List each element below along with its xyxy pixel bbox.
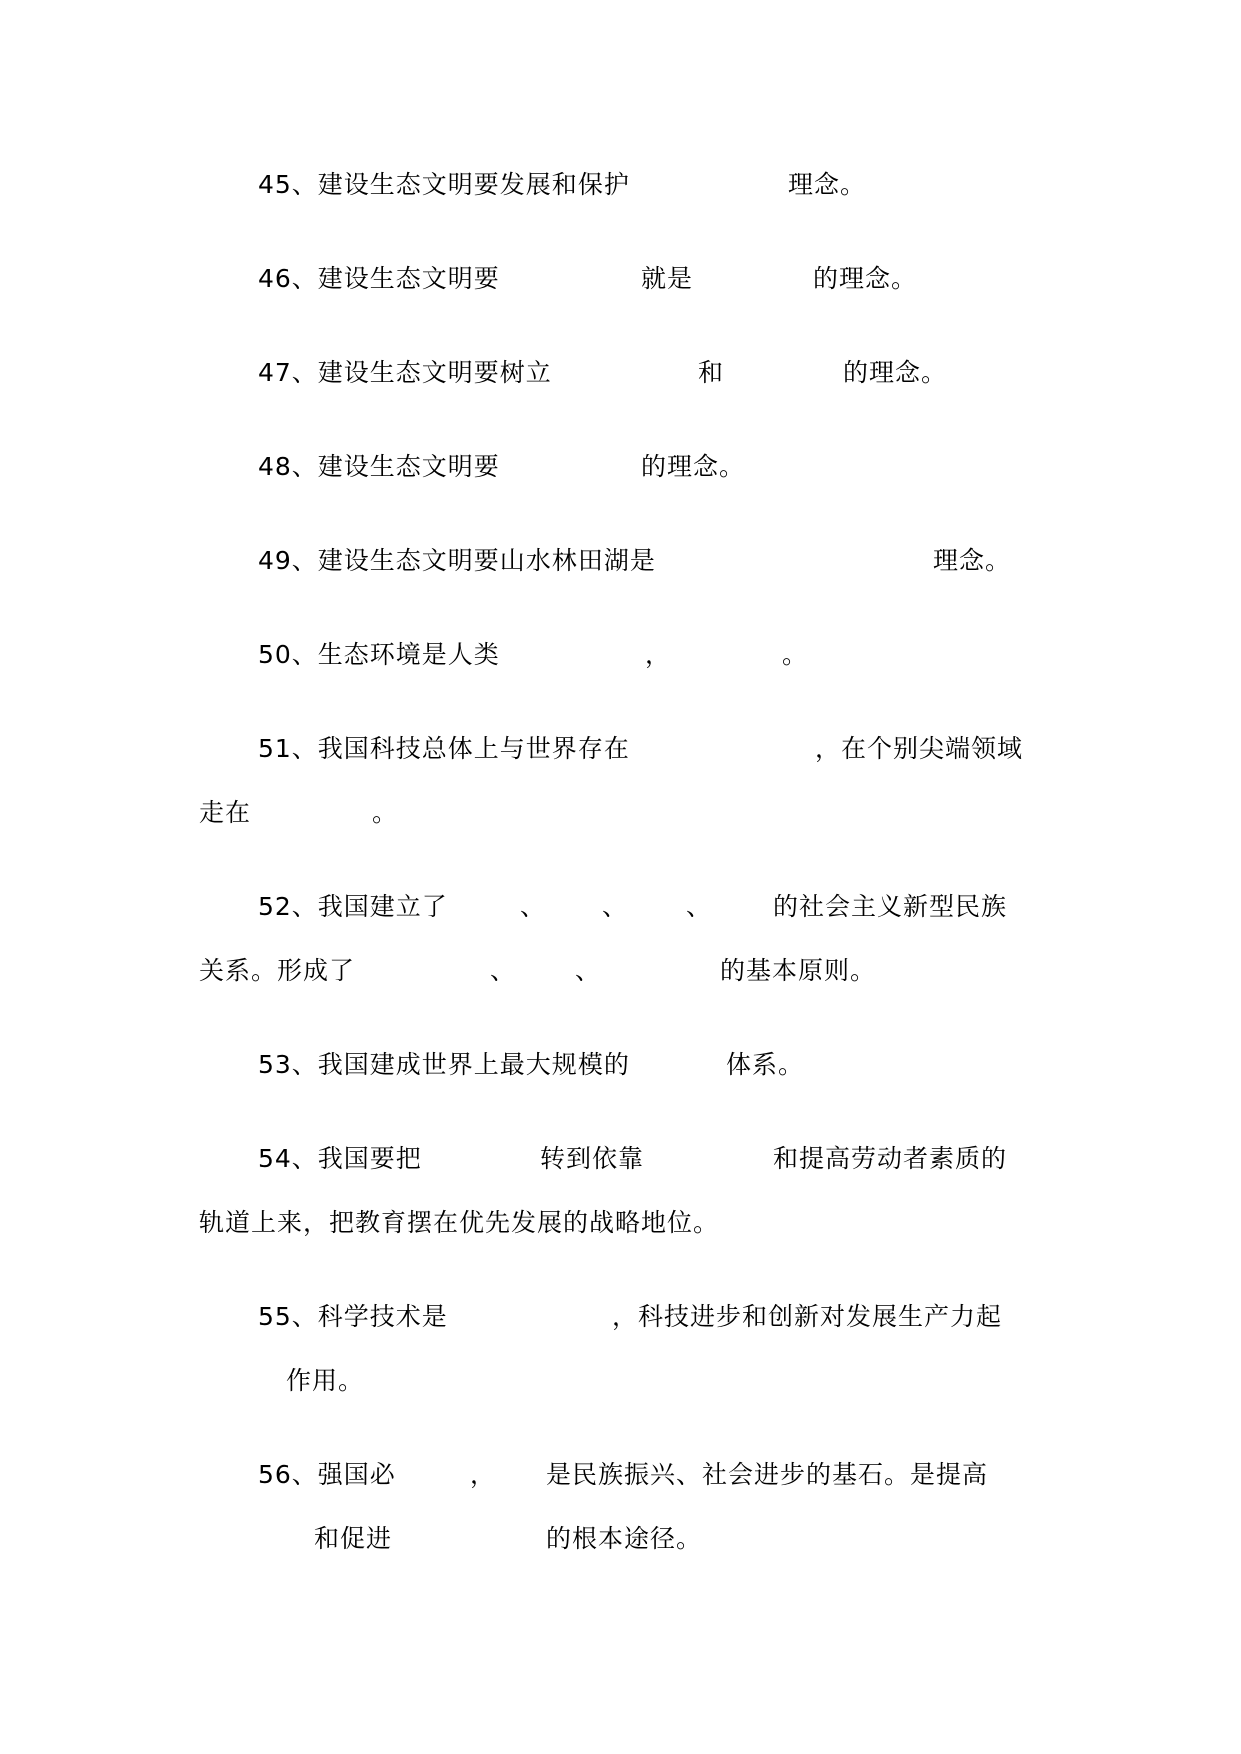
- question-text: 作用。: [286, 1366, 365, 1395]
- question-text: 56、强国必: [258, 1460, 396, 1489]
- question-text: 、: [490, 956, 517, 985]
- question-text: 轨道上来，把教育摆在优先发展的战略地位。: [199, 1208, 720, 1237]
- question-text: 50、生态环境是人类: [258, 640, 500, 669]
- question-text: 是民族振兴、社会进步的基石。是提高: [546, 1460, 989, 1489]
- question-text: 和: [698, 358, 725, 387]
- question-text: ，: [470, 1460, 497, 1489]
- question-text: 、: [520, 892, 547, 921]
- question-text: 的理念。: [813, 264, 918, 293]
- question-text: 47、建设生态文明要树立: [258, 358, 552, 387]
- question-text: 52、我国建立了: [258, 892, 448, 921]
- question-text: 46、建设生态文明要: [258, 264, 500, 293]
- question-text: 和提高劳动者素质的: [773, 1144, 1008, 1173]
- question-text: 的基本原则。: [720, 956, 877, 985]
- question-text: 和促进: [314, 1524, 393, 1553]
- question-text: 、: [602, 892, 629, 921]
- question-text: 走在: [199, 798, 252, 827]
- question-text: ，在个别尖端领域: [815, 734, 1024, 763]
- question-text: 48、建设生态文明要: [258, 452, 500, 481]
- question-text: 理念。: [788, 170, 867, 199]
- question-text: 、: [686, 892, 713, 921]
- question-text: 理念。: [933, 546, 1012, 575]
- question-text: 的根本途径。: [546, 1524, 703, 1553]
- question-text: 的理念。: [843, 358, 948, 387]
- question-text: 49、建设生态文明要山水林田湖是: [258, 546, 656, 575]
- question-text: 。: [782, 640, 809, 669]
- question-text: 53、我国建成世界上最大规模的: [258, 1050, 630, 1079]
- question-text: ，: [645, 640, 672, 669]
- question-text: 。: [372, 798, 399, 827]
- question-text: 的理念。: [641, 452, 746, 481]
- question-text: 、: [575, 956, 602, 985]
- question-text: 54、我国要把: [258, 1144, 422, 1173]
- question-text: 51、我国科技总体上与世界存在: [258, 734, 630, 763]
- question-text: 体系。: [726, 1050, 805, 1079]
- question-text: 55、科学技术是: [258, 1302, 448, 1331]
- question-text: 转到依靠: [540, 1144, 645, 1173]
- question-text: 就是: [641, 264, 694, 293]
- question-text: ，科技进步和创新对发展生产力起: [612, 1302, 1003, 1331]
- question-text: 的社会主义新型民族: [773, 892, 1008, 921]
- question-text: 关系。形成了: [199, 956, 356, 985]
- question-text: 45、建设生态文明要发展和保护: [258, 170, 630, 199]
